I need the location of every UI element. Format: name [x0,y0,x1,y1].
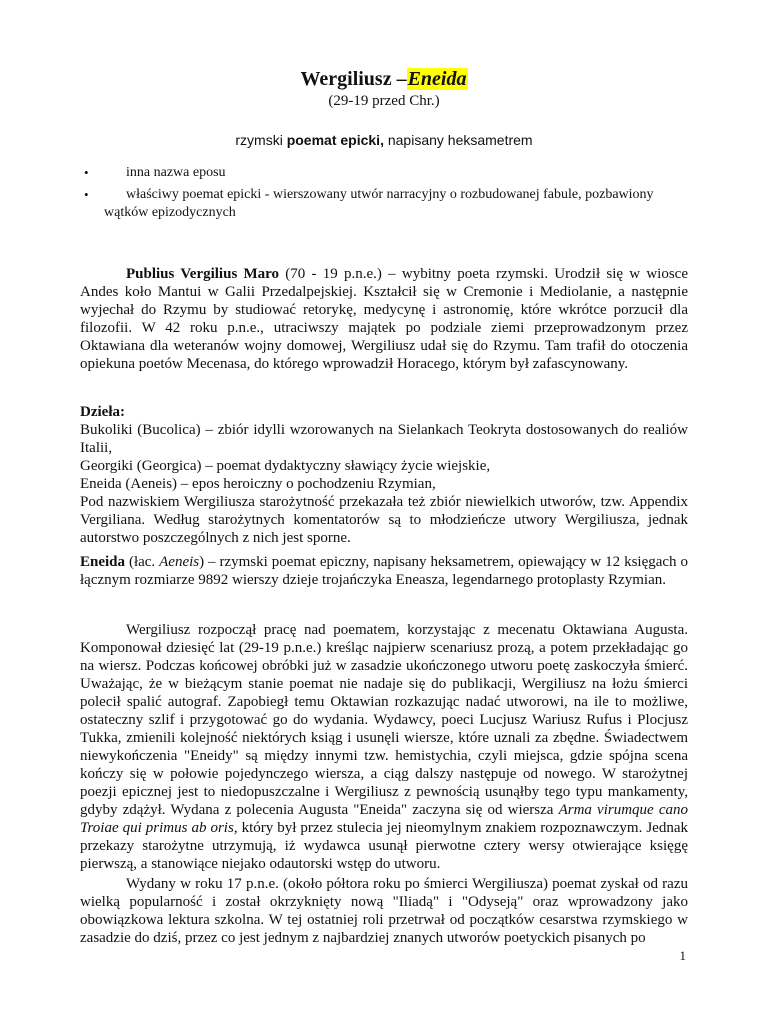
bio-text: (70 - 19 p.n.e.) – wybitny poeta rzymski. Urodził się w wiosce Andes koło Mantui w Galii Przedalpejskiej. Kształcił się w Cremonie i Mediolanie, a następnie wyjechał do Rzymu by studiować retorykę, medycynę i astronomię, które wkrótce porzucił dla filozofii. W 42 roku p.n.e., utraciwszy majątek po podziale ziemi przeprowadzonym przez Oktawiana dla weteranów wojny domowej, Wergiliusz udał się do Rzymu. Tam trafił do otoczenia opiekuna poetów Mecenasa, do którego wprowadził Horacego, którym był zafascynowany. [80,266,688,372]
bullet-icon: • [84,187,89,202]
bullet-list [82,164,702,226]
subtitle-post: napisany heksametrem [383,132,533,148]
works-heading: Dzieła: [80,404,125,420]
list-item [82,186,702,222]
subtitle-bold: poemat epicki, [286,132,384,148]
bullet-text: właściwy poemat epicki - wierszowany utwór narracyjny o rozbudowanej fabule, pozbawiony [126,187,654,202]
title-dates: (29-19 przed Chr.) [328,93,440,109]
subtitle-pre: rzymski [235,132,287,148]
eneida-name: Eneida [80,554,126,570]
subtitle [0,131,768,149]
page-title [0,67,768,91]
reception-text: Wydany w roku 17 p.n.e. (około półtora roku po śmierci Wergiliusza) poemat zyskał od razu wielką popularność i został okrzyknięty nową "Iliadą" i "Odyseją" oraz wprowadzony jako obowiązkowa lektura szkolna. W tej ostatniej roli przetrwał od początków cesarstwa rzymskiego w zasadzie do dziś, przez co jest jednym z najbardziej znanych utworów poetyckich pisanych po [80,876,688,946]
works-item: Eneida (Aeneis) – epos heroiczny o pochodzeniu Rzymian, [80,476,436,492]
eneida-latin: Aeneis [159,554,200,570]
list-item [82,164,702,182]
title-work-highlighted: Eneida [407,68,467,90]
composition-paragraph [80,621,688,873]
title-author: Wergiliusz – [300,68,407,90]
bio-name: Publius Vergilius Maro [126,266,280,282]
composition-text-2: , który był przez stulecia jej nieomylnym znakiem rozpoznawczym. Jednak przekazy starożytne utrzymują, iż wydawca usunął pierwotne cztery wersy otwierające księgę pierwszą, a stanowiące niejako odautorski wstęp do utworu. [80,820,688,872]
bullet-text-continued: wątków epizodycznych [104,205,236,220]
works-section [80,403,688,547]
works-item: Bukoliki (Bucolica) – zbiór idylli wzorowanych na Sielankach Teokryta dostosowanych do realiów Italii, [80,422,688,456]
works-item: Georgiki (Georgica) – poemat dydaktyczny sławiący życie wiejskie, [80,458,491,474]
composition-latin-verse: Arma virumque cano Troiae qui primus ab oris [80,802,688,836]
bio-paragraph [80,265,688,373]
bullet-text: inna nazwa eposu [126,165,226,180]
eneida-text: ) – rzymski poemat epiczny, napisany heksametrem, opiewający w 12 księgach o łącznym rozmiarze 9892 wierszy dzieje trojańczyka Eneasza, legendarnego protoplasty Rzymian. [80,554,688,588]
bullet-icon: • [84,165,89,180]
works-item: Pod nazwiskiem Wergiliusza starożytność przekazała też zbiór niewielkich utworów, tzw. Appendix Vergiliana. Według starożytnych komentatorów są to młodzieńcze utwory Wergiliusza, jednak autorstwo poszczególnych z nich jest sporne. [80,494,688,546]
eneida-paragraph [80,553,688,589]
page-number: 1 [679,948,686,963]
reception-paragraph [80,875,688,947]
composition-text-1: Wergiliusz rozpoczął pracę nad poematem, korzystając z mecenatu Oktawiana Augusta. Komponował dziesięć lat (29-19 p.n.e.) kreśląc najpierw scenariusz prozą, a potem przekładając go na wiersz. Podczas końcowej obróbki już w zasadzie ukończonego utworu poetę zaskoczyła śmierć. Uważając, że w bieżącym stanie poemat nie nadaje się do publikacji, Wergiliusz na łożu śmierci polecił spalić autograf. Zapobiegł temu Oktawian rozkazując nadać utworowi, na ile to możliwe, ostateczny szlif i przygotować go do wydania. Wydawcy, poeci Lucjusz Wariusz Rufus i Plocjusz Tukka, zmienili kolejność niektórych ksiąg i usunęli wiersze, które uznali za zbędne. Świadectwem niewykończenia "Eneidy" są między innymi tzw. hemistychia, czyli miejsca, gdzie spójna scena kończy się w połowie pojedynczego wiersza, a ciąg dalszy następuje od nowego. W starożytnej poezji epicznej jest to niedopuszczalne i Wergiliusz z pewnością usunąłby tego typu mankamenty, gdyby zdążył. Wydana z polecenia Augusta "Eneida" zaczyna się od wiersza [80,622,688,818]
eneida-pre: (łac. [125,554,160,570]
